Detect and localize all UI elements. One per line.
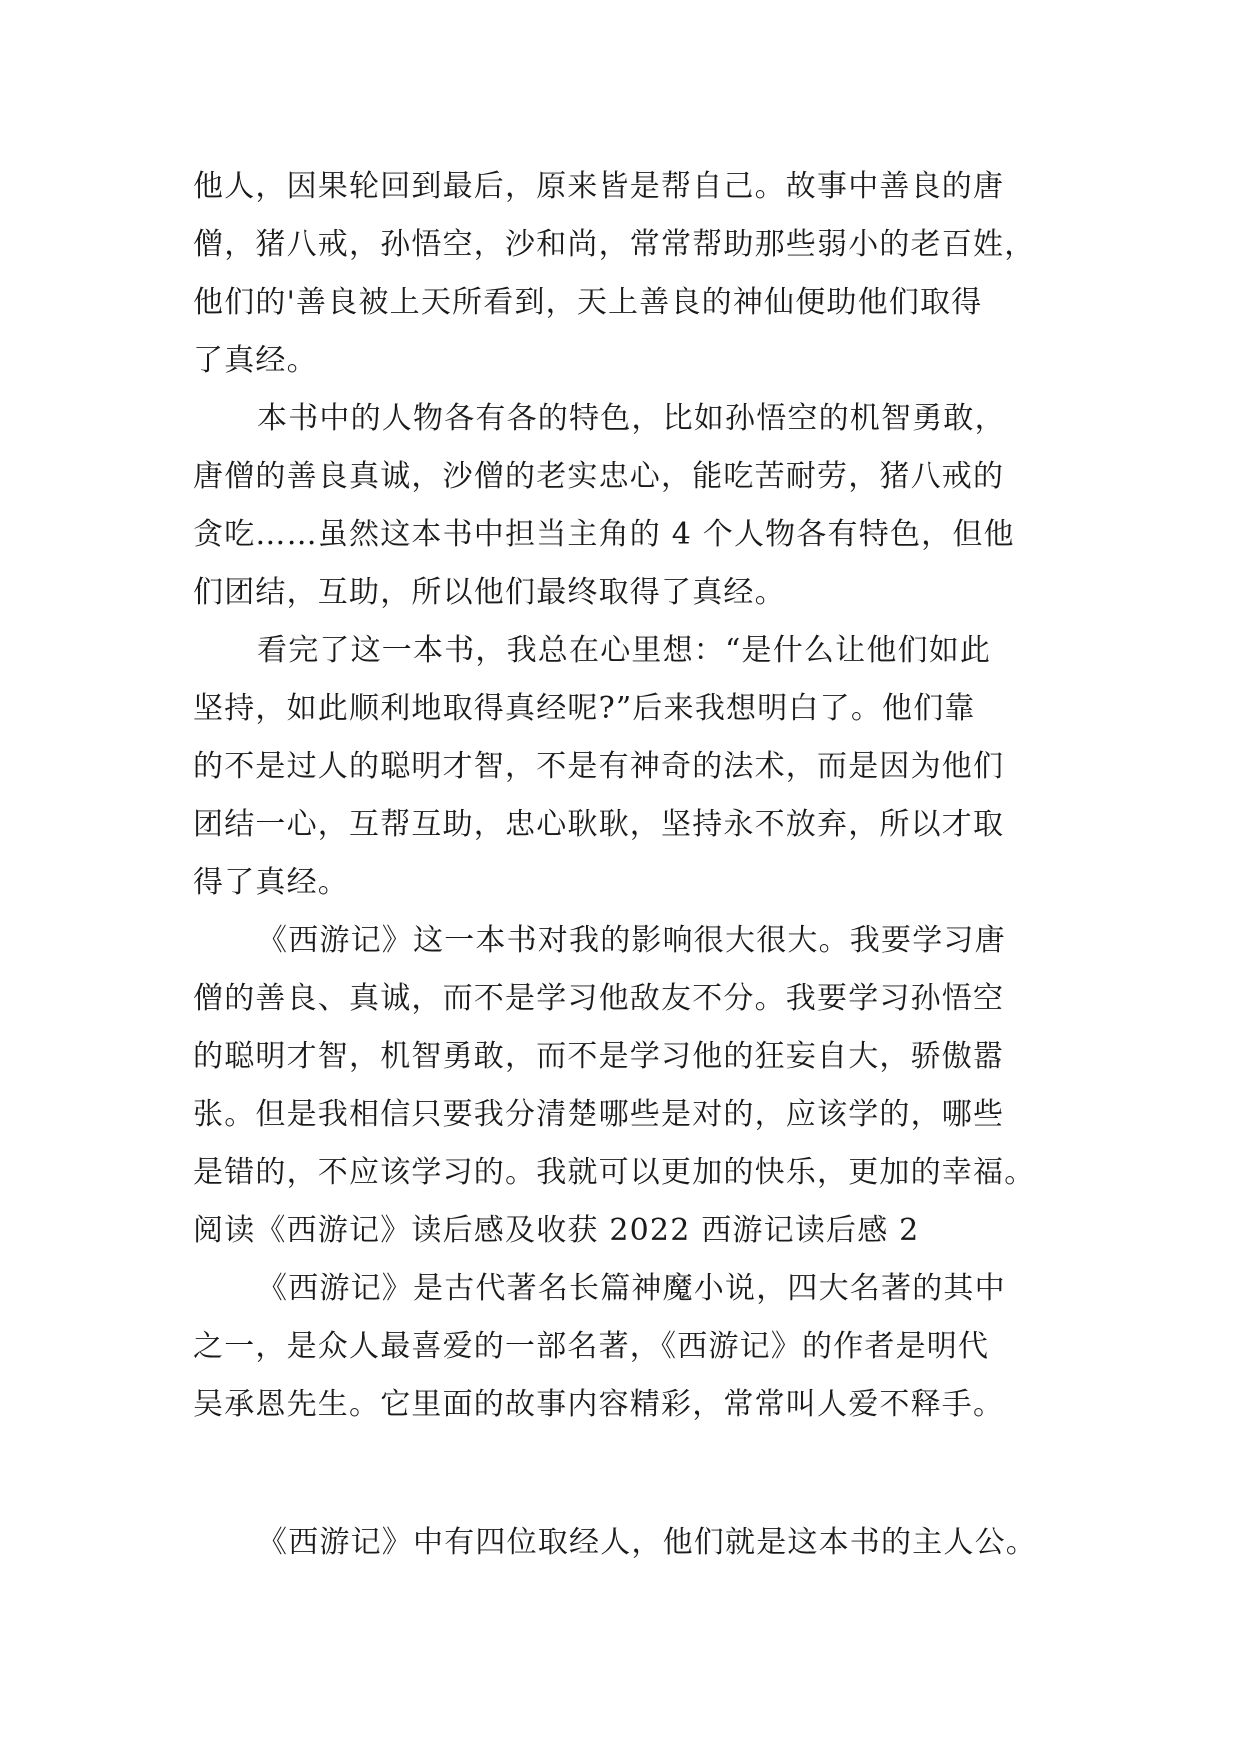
text-line: 唐僧的善良真诚，沙僧的老实忠心，能吃苦耐劳，猪八戒的 bbox=[193, 459, 1005, 494]
text-line: 贪吃……虽然这本书中担当主角的 4 个人物各有特色，但他 bbox=[193, 517, 1015, 552]
text-line: 是错的，不应该学习的。我就可以更加的快乐，更加的幸福。 bbox=[193, 1155, 1036, 1190]
text-line: 得了真经。 bbox=[193, 865, 349, 900]
text-line: 了真经。 bbox=[193, 343, 318, 378]
text-line: 的聪明才智，机智勇敢，而不是学习他的狂妄自大，骄傲嚣 bbox=[193, 1039, 1005, 1074]
text-line: 团结一心，互帮互助，忠心耿耿，坚持永不放弃，所以才取 bbox=[193, 807, 1005, 842]
text-line: 吴承恩先生。它里面的故事内容精彩，常常叫人爱不释手。 bbox=[193, 1387, 1005, 1422]
text-line: 僧的善良、真诚，而不是学习他敌友不分。我要学习孙悟空 bbox=[193, 981, 1005, 1016]
paragraph-start-line: 《西游记》是古代著名长篇神魔小说，四大名著的其中 bbox=[257, 1271, 1006, 1306]
text-line: 他人，因果轮回到最后，原来皆是帮自己。故事中善良的唐 bbox=[193, 169, 1005, 204]
paragraph-start-line: 《西游记》中有四位取经人，他们就是这本书的主人公。 bbox=[257, 1525, 1037, 1560]
text-line: 他们的'善良被上天所看到，天上善良的神仙便助他们取得 bbox=[193, 285, 983, 320]
text-line: 僧，猪八戒，孙悟空，沙和尚，常常帮助那些弱小的老百姓， bbox=[193, 227, 1036, 262]
paragraph-start-line: 本书中的人物各有各的特色，比如孙悟空的机智勇敢， bbox=[257, 401, 1006, 436]
paragraph-start-line: 《西游记》这一本书对我的影响很大很大。我要学习唐 bbox=[257, 923, 1006, 958]
paragraph-start-line: 看完了这一本书，我总在心里想：“是什么让他们如此 bbox=[257, 633, 992, 668]
body-text bbox=[193, 158, 1061, 1572]
text-line: 之一，是众人最喜爱的一部名著，《西游记》的作者是明代 bbox=[193, 1329, 990, 1364]
text-line: 的不是过人的聪明才智，不是有神奇的法术，而是因为他们 bbox=[193, 749, 1005, 784]
paragraph-gap bbox=[193, 1492, 1061, 1514]
text-line: 们团结，互助，所以他们最终取得了真经。 bbox=[193, 575, 786, 610]
text-line: 张。但是我相信只要我分清楚哪些是对的，应该学的，哪些 bbox=[193, 1097, 1005, 1132]
text-line: 坚持，如此顺利地取得真经呢?”后来我想明白了。他们靠 bbox=[193, 691, 976, 726]
section-heading: 阅读《西游记》读后感及收获 2022 西游记读后感 2 bbox=[193, 1213, 920, 1248]
blank-line bbox=[193, 1434, 1061, 1492]
